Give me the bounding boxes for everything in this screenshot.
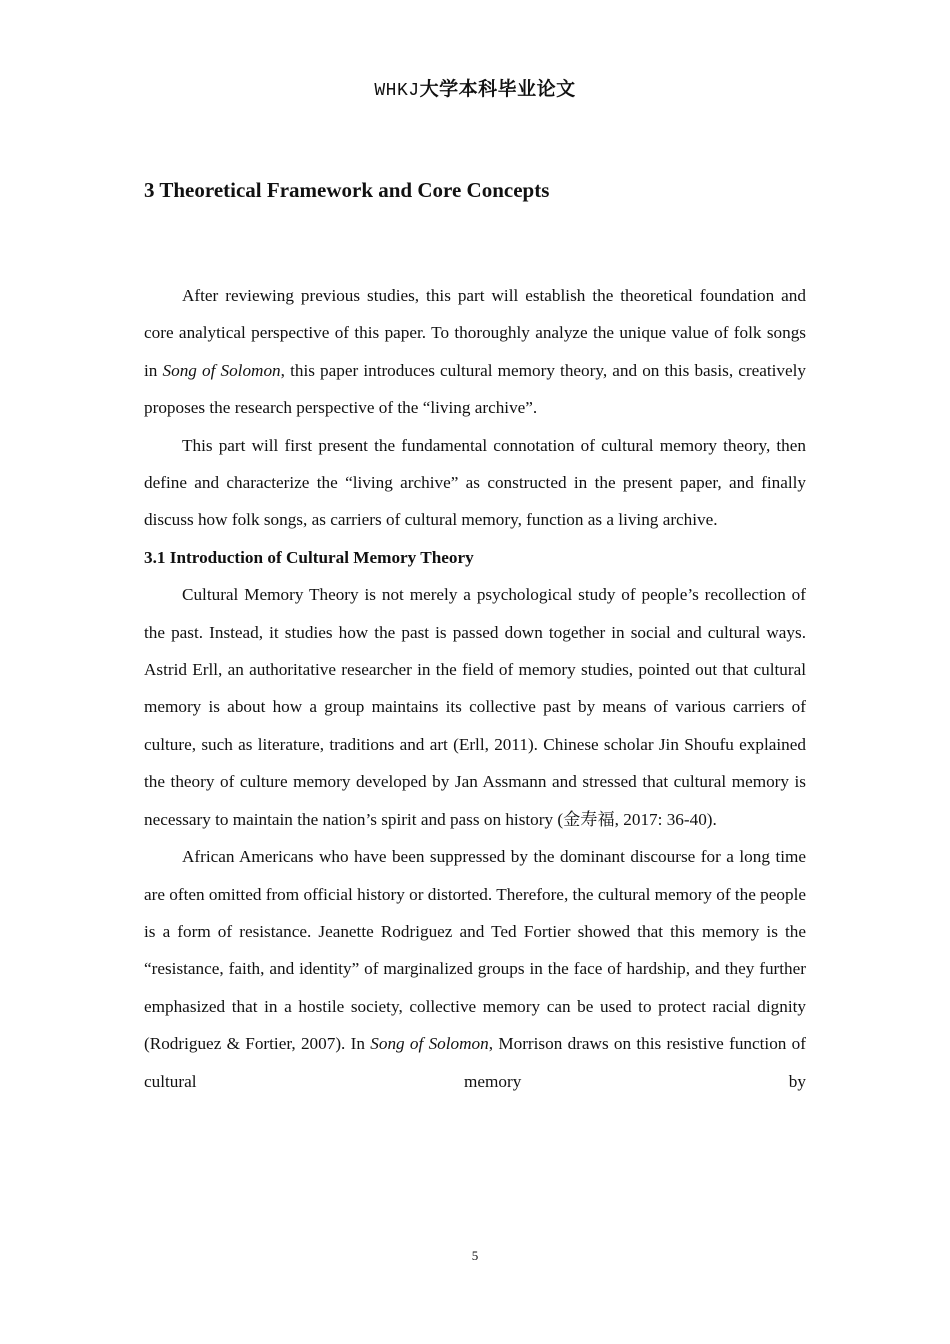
paragraph-intro-part-a: After reviewing previous studies, this part will establish the theoretical foundation and core analytical perspective of this paper. To thoroughly analyze the unique value of folk songs in [144, 286, 806, 380]
chapter-title: 3 Theoretical Framework and Core Concepts [144, 178, 550, 202]
header-chinese: 大学本科毕业论文 [419, 78, 576, 100]
book-title: Song of Solomon [370, 1034, 489, 1054]
paragraph-resistance-part-a: African Americans who have been suppressed by the dominant discourse for a long time are often omitted from official history or distorted. Therefore, the cultural memory of the people is a form of resistance. Jeanette Rodriguez and Ted Fortier showed that this memory is the “resistance, faith, and identity” of marginalized groups in the face of hardship, and they further emphasized that in a hostile society, collective memory can be used to protect racial dignity (Rodriguez & Fortier, 2007). In [144, 847, 806, 1054]
paragraph-theory: Cultural Memory Theory is not merely a psychological study of people’s recollection of the past. Instead, it studies how the past is passed down together in social and cultural ways. Astrid Erll, an authoritative researcher in the field of memory studies, pointed out that cultural memory is about how a group maintains its collective past by means of various carriers of culture, such as literature, traditions and art (Erll, 2011). Chinese scholar Jin Shoufu explained the theory of culture memory developed by Jan Assmann and stressed that cultural memory is necessary to maintain the nation’s spirit and pass on history (金寿福, 2017: 36-40). [144, 585, 806, 829]
section-heading: 3.1 Introduction of Cultural Memory Theory [144, 547, 474, 567]
page-number: 5 [471, 1248, 479, 1263]
book-title: Song of Solomon [162, 360, 281, 380]
paragraph-intro [144, 277, 806, 427]
paragraph-intro-part-b: , this paper introduces cultural memory theory, and on this basis, creatively proposes the research perspective of the “living archive”. [144, 360, 807, 418]
paragraph-resistance-part-b: , Morrison draws on this resistive function of cultural memory by [144, 1034, 806, 1091]
paragraph-resistance [144, 838, 806, 1100]
running-header [0, 74, 950, 101]
body-text [144, 277, 806, 1100]
header-latin: WHKJ [374, 81, 420, 101]
paragraph-outline: This part will first present the fundamental connotation of cultural memory theory, then define and characterize the “living archive” as constructed in the present paper, and finally discuss how folk songs, as carriers of cultural memory, function as a living archive. [144, 435, 806, 530]
